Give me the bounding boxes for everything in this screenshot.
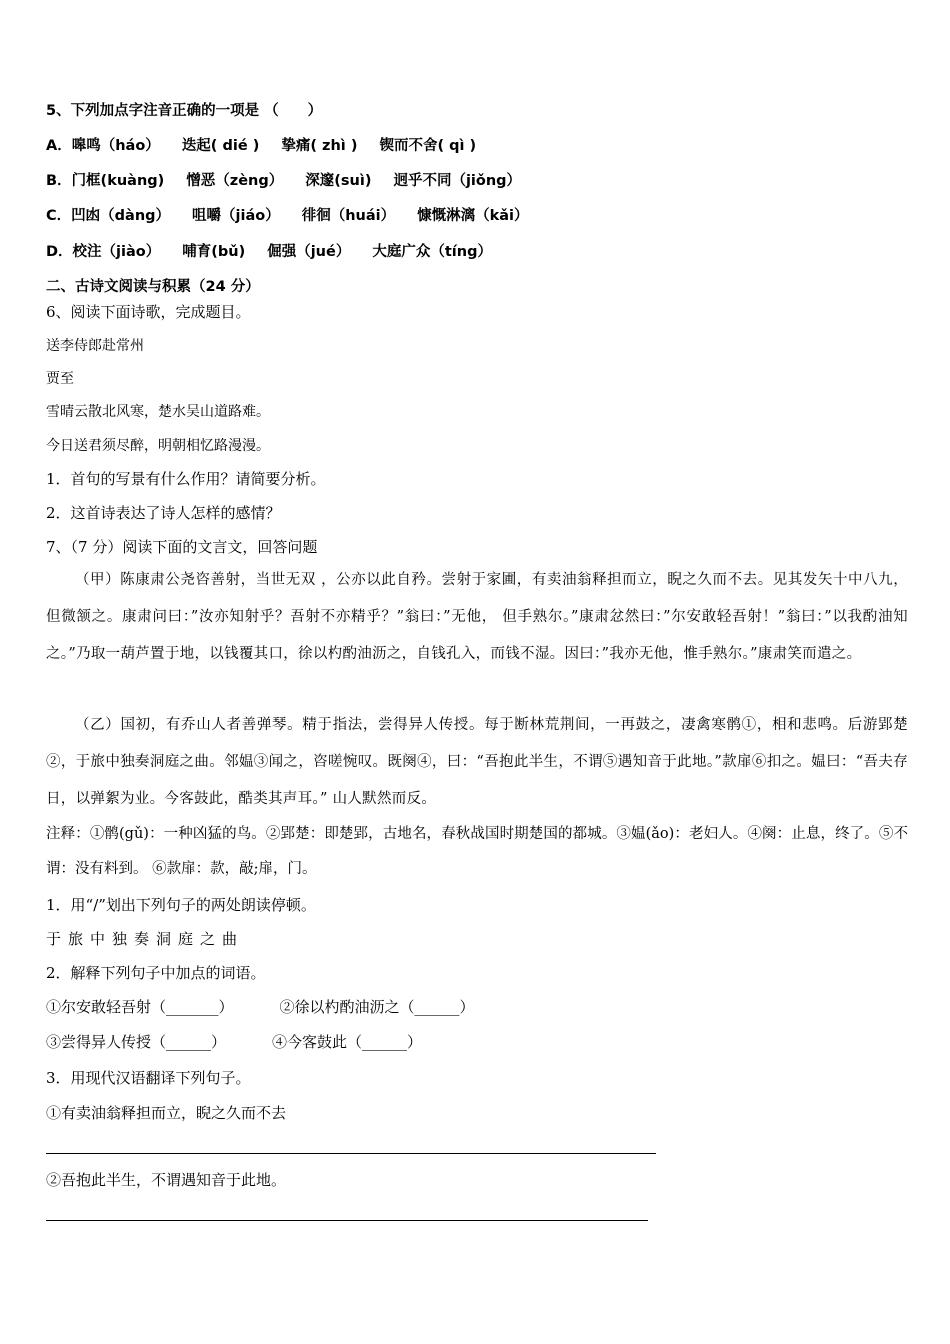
option-item: 迭起( dié ): [181, 138, 260, 154]
option-item: 大庭广众（tíng）: [372, 244, 492, 260]
option-label: A．: [46, 138, 72, 154]
option-item: 挚痛( zhì ): [281, 138, 358, 154]
option-label: B．: [46, 173, 72, 189]
poem-title: 送李侍郎赴常州: [46, 338, 144, 354]
option-item: 慷慨淋漓（kǎi）: [417, 208, 529, 224]
q5-option-a: [46, 136, 476, 156]
q6-stem: 6、阅读下面诗歌，完成题目。: [46, 303, 251, 321]
option-item: 深邃(suì): [305, 173, 372, 189]
translate-item: ①有卖油翁释担而立，睨之久而不去: [46, 1104, 287, 1122]
q5-option-b: [46, 171, 521, 191]
poem-line: 今日送君须尽醉，明朝相忆路漫漫。: [46, 438, 270, 454]
poem-author: 贾至: [46, 371, 74, 387]
option-label: D．: [46, 244, 73, 260]
word-item: ②徐以杓酌油沥之（______）: [279, 998, 475, 1016]
passage-b: （乙）国初，有乔山人者善弹琴。精于指法，尝得异人传授。每于断林荒荆间，一再鼓之，凄禽寒鹘①，相和悲鸣。后游郢楚②，于旅中独奏洞庭之曲。邻媪③闻之，咨嗟惋叹。既阕④，曰：“吾抱此半生，不谓⑤遇知音于此地。”款扉⑥扣之。媪曰：“吾夫存日，以弹絮为业。今客鼓此，酷类其声耳。” 山人默然而反。: [46, 717, 908, 807]
section-title: 二、古诗文阅读与积累（24 分）: [46, 279, 260, 295]
option-item: 迥乎不同（jiǒng）: [393, 173, 522, 189]
poem-line: 雪晴云散北风寒，楚水吴山道路难。: [46, 404, 270, 420]
option-item: 徘徊（huái）: [301, 208, 396, 224]
option-item: 凹凼（dàng）: [71, 208, 171, 224]
q5-option-d: [46, 242, 492, 262]
option-item: 哺育(bǔ): [182, 244, 246, 260]
word-item: ①尔安敢轻吾射（_______）: [46, 998, 234, 1016]
pause-sentence: 于旅中独奏洞庭之曲: [46, 930, 245, 948]
option-item: 咀嚼（jiáo）: [192, 208, 280, 224]
option-item: 嗥鸣（háo）: [71, 138, 160, 154]
option-label: C．: [46, 208, 72, 224]
notes: 注释：①鹘(gǔ)：一种凶猛的鸟。②郢楚：即楚郢，古地名，春秋战国时期楚国的都城。③媪(ǎo)：老妇人。④阕：止息，终了。⑤不谓：没有料到。 ⑥款扉：款，敲;扉，门。: [46, 826, 908, 877]
q7-stem: 7、（7 分）阅读下面的文言文，回答问题: [46, 538, 318, 556]
word-item-row: [46, 1032, 468, 1052]
option-item: 校注（jiào）: [72, 244, 161, 260]
option-item: 门框(kuàng): [71, 173, 165, 189]
q6-sub-question: 1．首句的写景有什么作用？请简要分析。: [46, 470, 326, 488]
q6-sub-question: 2．这首诗表达了诗人怎样的感情？: [46, 504, 281, 522]
q7-sub-question: 2．解释下列句子中加点的词语。: [46, 964, 266, 982]
q5-stem: 5、下列加点字注音正确的一项是 （ ）: [46, 103, 323, 119]
option-item: 憎恶（zèng）: [186, 173, 284, 189]
q7-sub-question: 3．用现代汉语翻译下列句子。: [46, 1069, 251, 1087]
q7-sub-question: 1．用“/”划出下列句子的两处朗读停顿。: [46, 896, 316, 914]
option-item: 倔强（jué）: [267, 244, 351, 260]
option-item: 锲而不舍( qì ): [379, 138, 477, 154]
word-item-row: [46, 997, 521, 1017]
passage-a: （甲）陈康肃公尧咨善射，当世无双 ，公亦以此自矜。尝射于家圃，有卖油翁释担而立，睨之久而不去。见其发矢十中八九，但微颔之。康肃问曰：”汝亦知射乎？吾射不亦精乎？”翁曰：”无他， 但手熟尔。”康肃忿然曰：”尔安敢轻吾射！”翁曰：”以我酌油知之。”乃取一葫芦置于地，以钱覆其口，徐以杓酌油沥之，自钱孔入，而钱不湿。因曰：”我亦无他，惟手熟尔。”康肃笑而遣之。: [46, 572, 908, 662]
q5-option-c: [46, 206, 529, 226]
word-item: ④今客鼓此（______）: [272, 1033, 423, 1051]
answer-line: [46, 1153, 656, 1154]
answer-line: [46, 1220, 648, 1221]
translate-item: ②吾抱此半生，不谓遇知音于此地。: [46, 1171, 287, 1189]
word-item: ③尝得异人传授（______）: [46, 1033, 227, 1051]
